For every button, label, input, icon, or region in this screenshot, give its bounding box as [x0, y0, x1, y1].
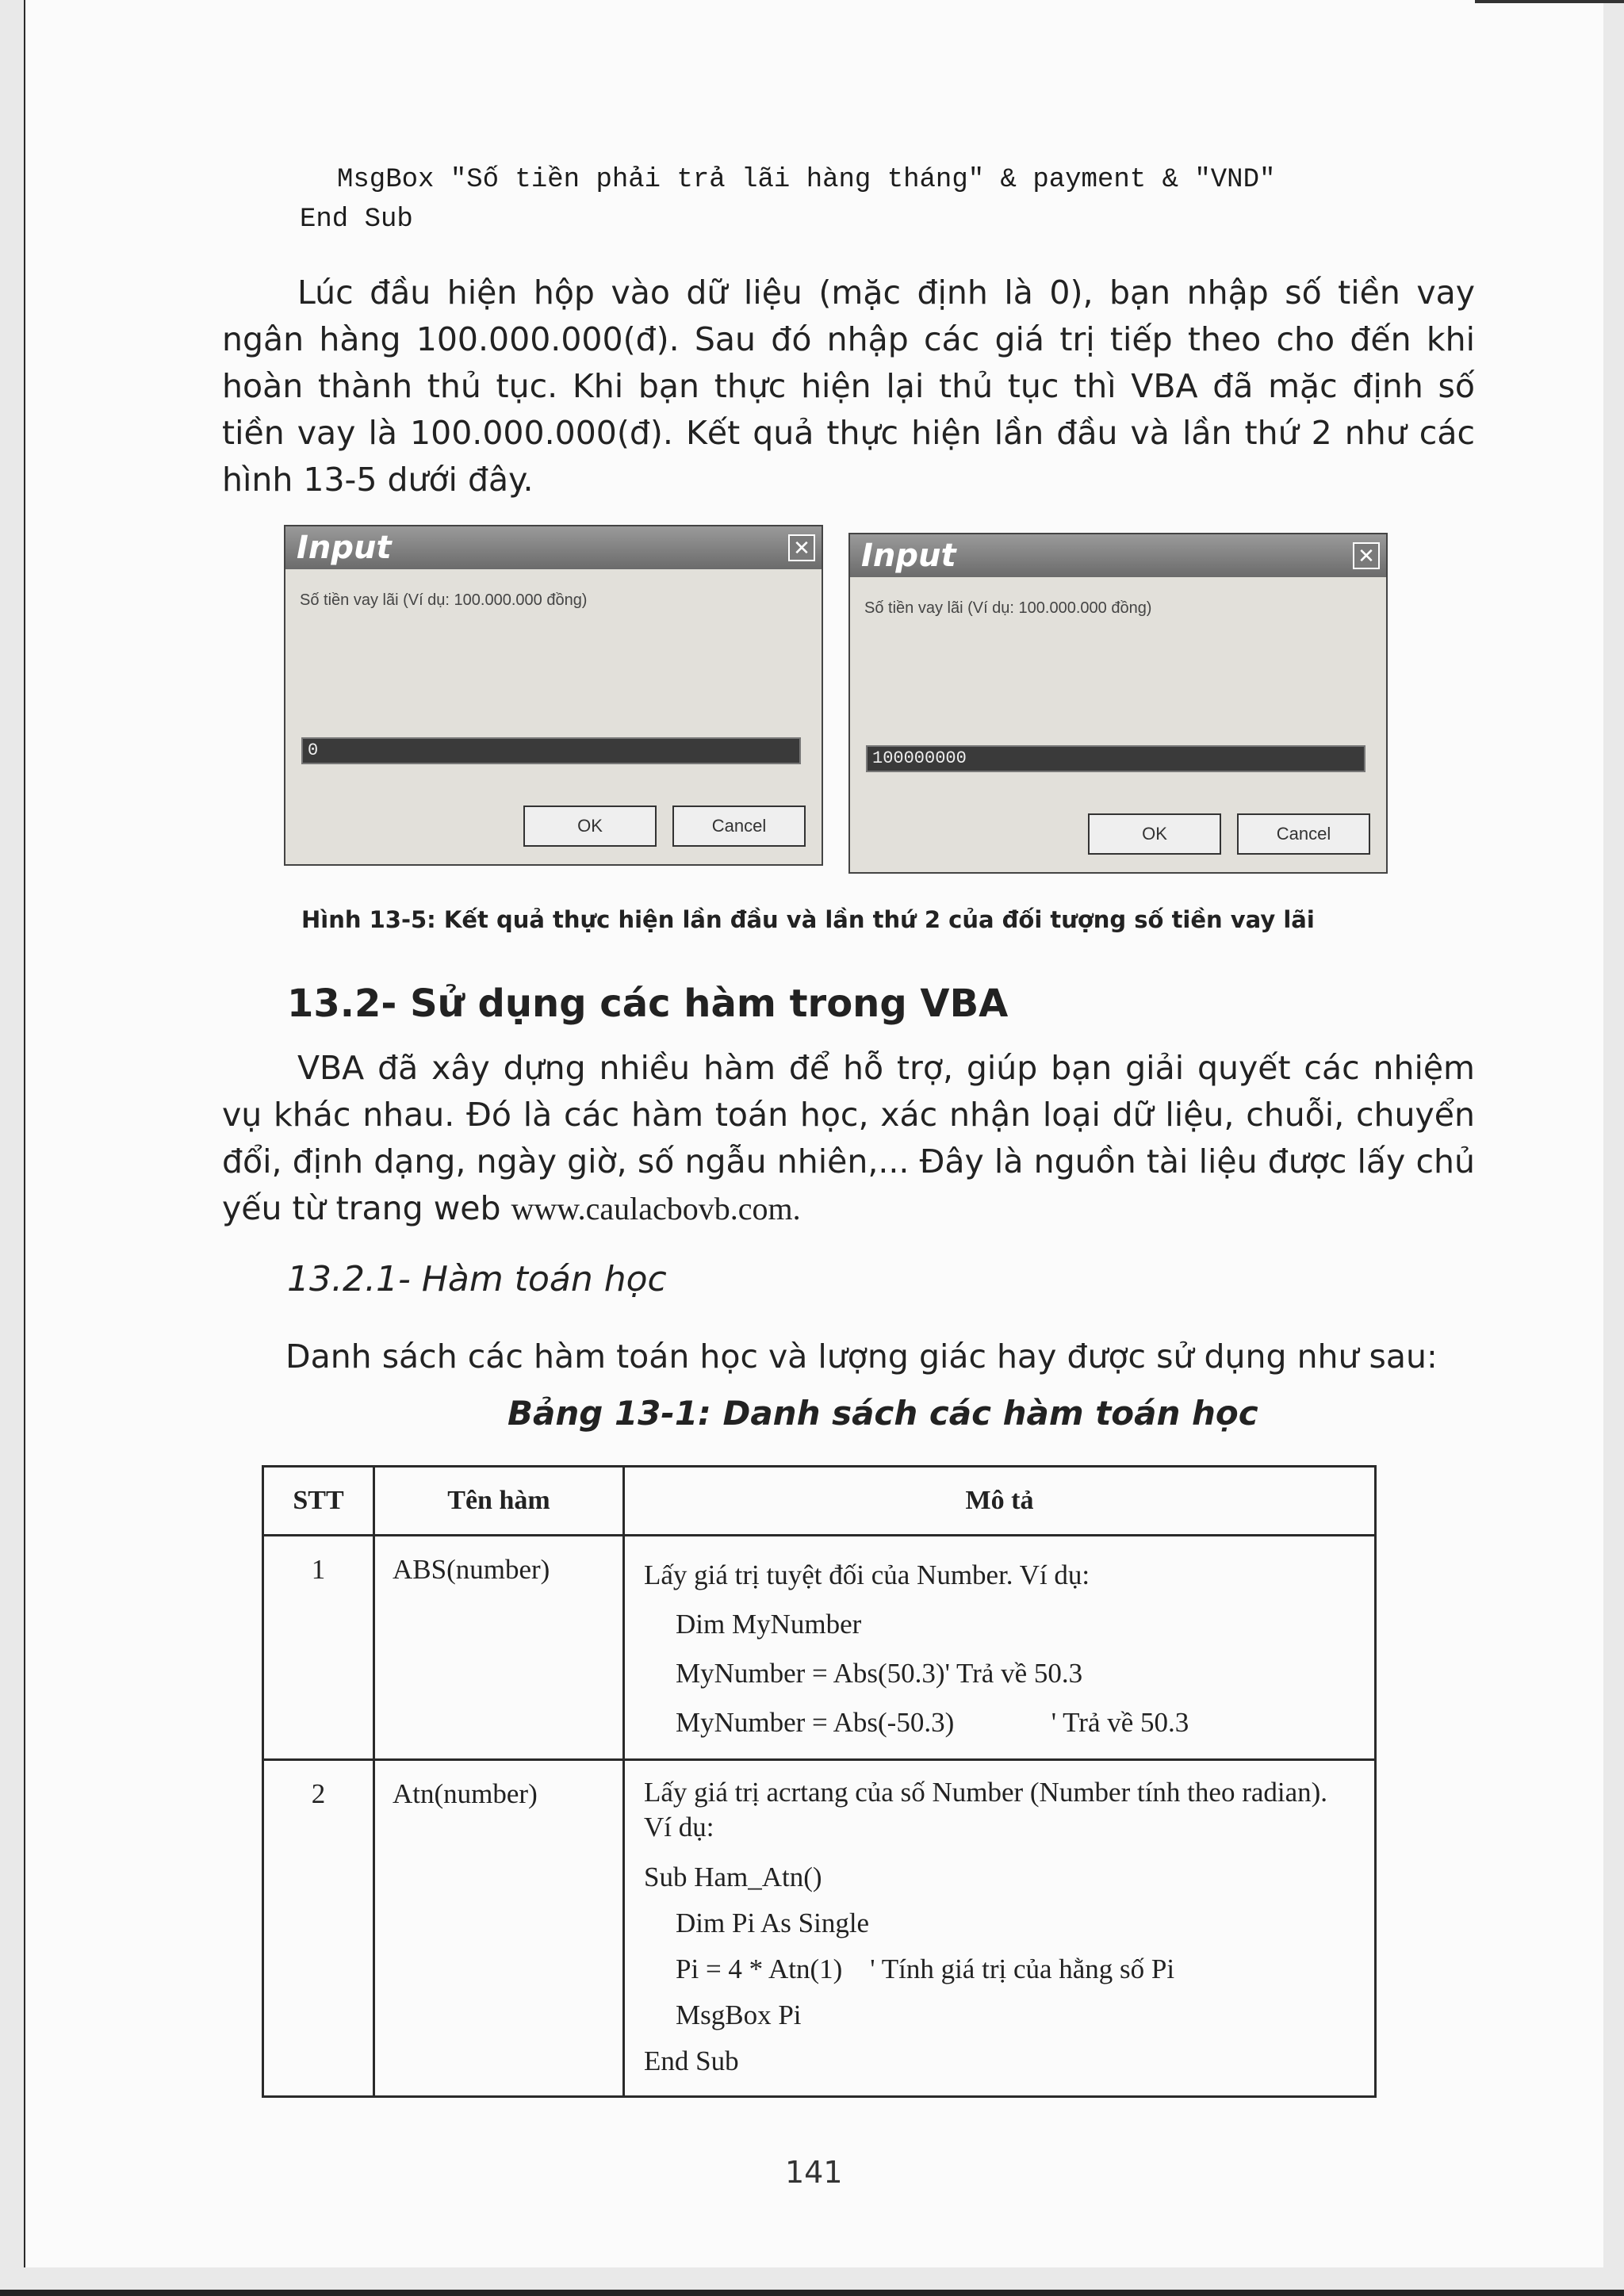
- desc-line: Dim Pi As Single: [676, 1908, 870, 1938]
- subsection-paragraph: Danh sách các hàm toán học và lượng giác hay được sử dụng như sau:: [285, 1337, 1438, 1376]
- function-table: [262, 1465, 1377, 2098]
- section-heading: 13.2- Sử dụng các hàm trong VBA: [287, 982, 1009, 1026]
- header-stt: STT: [263, 1467, 374, 1536]
- amount-input[interactable]: 0: [301, 737, 801, 764]
- header-name: Tên hàm: [374, 1467, 624, 1536]
- row-description: [624, 1760, 1376, 2097]
- row-description: [624, 1536, 1376, 1760]
- dialog-titlebar: [285, 526, 822, 569]
- desc-line: Pi = 4 * Atn(1) ' Tính giá trị của hằng số Pi: [676, 1954, 1175, 1984]
- close-icon[interactable]: ✕: [788, 534, 815, 561]
- amount-input[interactable]: 100000000: [866, 745, 1365, 772]
- row-function-name: ABS(number): [374, 1536, 624, 1760]
- figure-caption: Hình 13-5: Kết quả thực hiện lần đầu và lần thứ 2 của đối tượng số tiền vay lãi: [301, 906, 1315, 933]
- page-number: 141: [785, 2155, 843, 2190]
- desc-line: Dim MyNumber: [676, 1609, 862, 1640]
- intro-paragraph: Lúc đầu hiện hộp vào dữ liệu (mặc định là 0), bạn nhập số tiền vay ngân hàng 100.000.000(đ). Sau đó nhập các giá trị tiếp theo cho đến khi hoàn thành thủ tục. Khi bạn thực hiện lại thủ tục thì VBA đã mặc định số tiền vay là 100.000.000(đ). Kết quả thực hiện lần đầu và lần thứ 2 như các hình 13-5 dưới đây.: [222, 274, 1475, 499]
- cancel-button[interactable]: Cancel: [1237, 813, 1370, 855]
- table-title: Bảng 13-1: Danh sách các hàm toán học: [508, 1394, 1258, 1433]
- code-line-msgbox: MsgBox "Số tiền phải trả lãi hàng tháng" & payment & "VND": [337, 165, 1276, 195]
- table-row: [263, 1536, 1376, 1760]
- row-function-name: Atn(number): [374, 1760, 624, 2097]
- subsection-heading: 13.2.1- Hàm toán học: [287, 1259, 667, 1299]
- desc-line: MsgBox Pi: [676, 1999, 802, 2030]
- scan-edge-top: [1475, 0, 1624, 3]
- dialog-titlebar: [850, 534, 1386, 577]
- ok-button[interactable]: OK: [523, 806, 657, 847]
- desc-line: MyNumber = Abs(-50.3) ' Trả về 50.3: [676, 1707, 1189, 1738]
- table-row: [263, 1760, 1376, 2097]
- code-line-end-sub: End Sub: [300, 205, 413, 235]
- input-dialog-second: [848, 533, 1388, 874]
- ok-button[interactable]: OK: [1088, 813, 1221, 855]
- desc-line: MyNumber = Abs(50.3)' Trả về 50.3: [676, 1658, 1083, 1689]
- table-header-row: [263, 1467, 1376, 1536]
- dialog-prompt: Số tiền vay lãi (Ví dụ: 100.000.000 đồng): [864, 599, 1152, 617]
- row-stt: 2: [263, 1760, 374, 2097]
- desc-line: Lấy giá trị acrtang của số Number (Number tính theo radian). Ví dụ:: [644, 1777, 1328, 1843]
- cancel-button[interactable]: Cancel: [672, 806, 806, 847]
- row-stt: 1: [263, 1536, 374, 1760]
- header-desc: Mô tả: [624, 1467, 1376, 1536]
- dialog-title: Input: [861, 538, 956, 574]
- dialog-title: Input: [297, 530, 392, 566]
- dialog-prompt: Số tiền vay lãi (Ví dụ: 100.000.000 đồng): [300, 591, 588, 609]
- website-link[interactable]: www.caulacbovb.com.: [511, 1191, 801, 1226]
- desc-line: End Sub: [644, 2045, 739, 2076]
- section-paragraph: VBA đã xây dựng nhiều hàm để hỗ trợ, giúp bạn giải quyết các nhiệm vụ khác nhau. Đó là các hàm toán học, xác nhận loại dữ liệu, chuỗi, chuyển đổi, định dạng, ngày giờ, số ngẫu nhiên,... Đây là nguồn tài liệu được lấy chủ yếu từ trang web www.caulacbovb.com.: [222, 1049, 1475, 1227]
- desc-line: Lấy giá trị tuyệt đối của Number. Ví dụ:: [644, 1559, 1090, 1590]
- input-dialog-first: [284, 525, 823, 866]
- scan-edge-bottom: [0, 2290, 1624, 2296]
- close-icon[interactable]: ✕: [1353, 542, 1380, 569]
- desc-line: Sub Ham_Atn(): [644, 1862, 822, 1892]
